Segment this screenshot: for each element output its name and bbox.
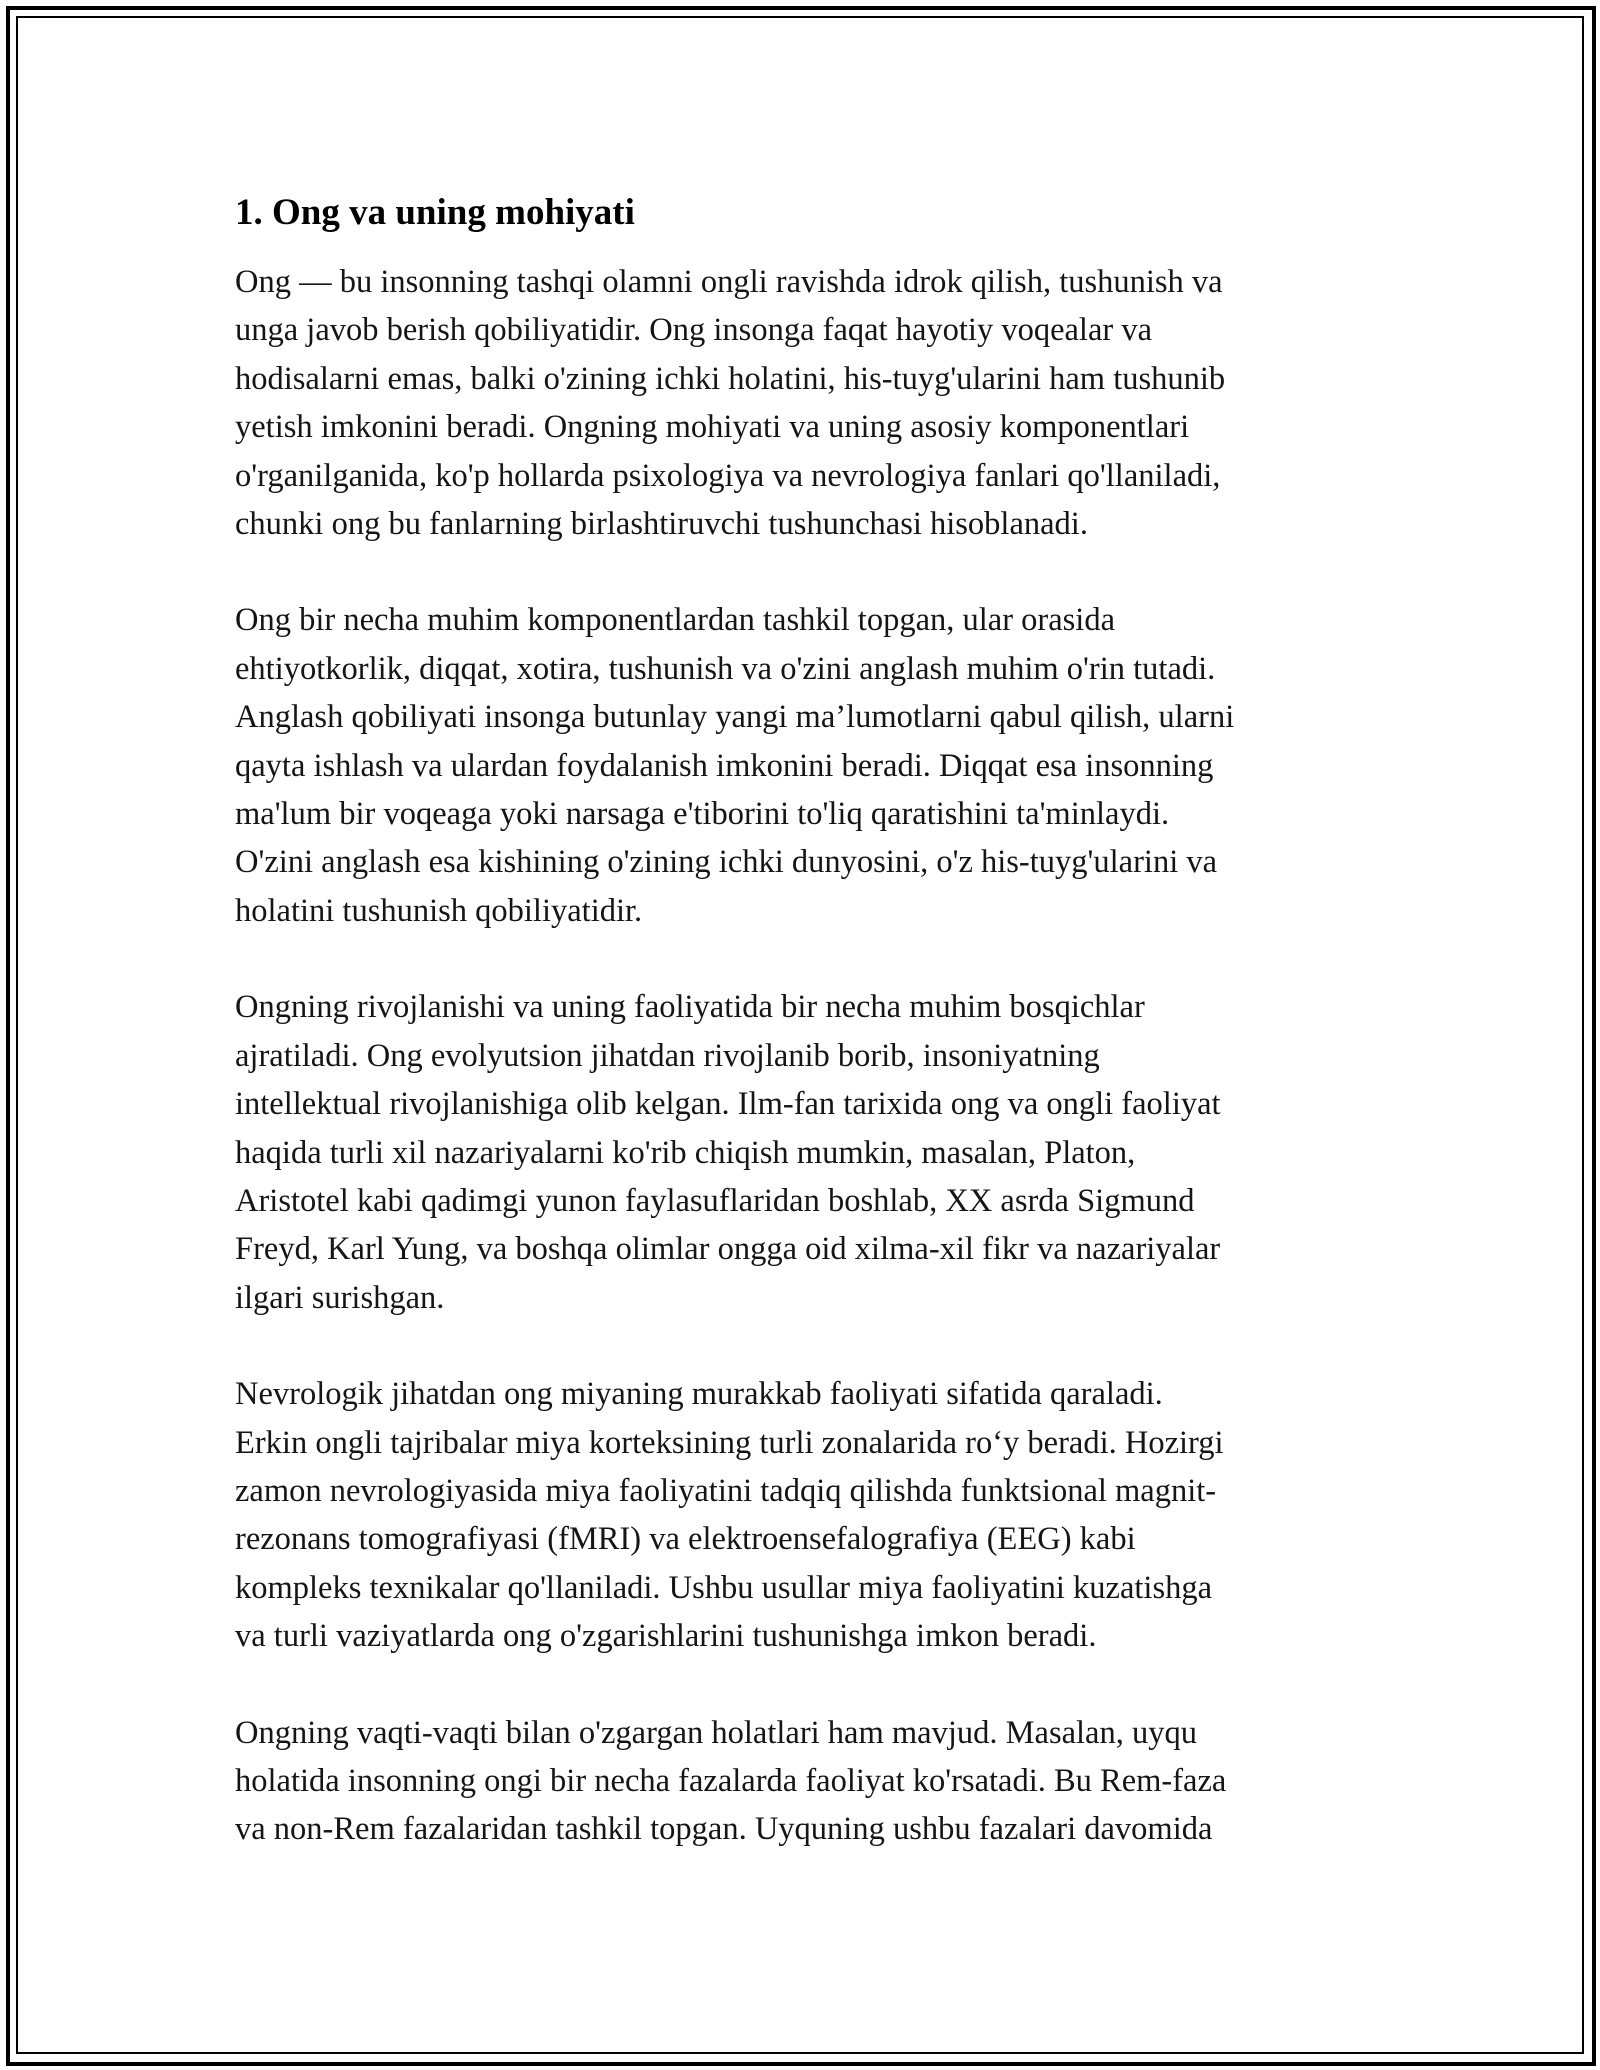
paragraph-line: rezonans tomografiyasi (fMRI) va elektroensefalografiya (EEG) kabi	[235, 1521, 1136, 1558]
paragraph-line: haqida turli xil nazariyalarni ko'rib chiqish mumkin, masalan, Platon,	[235, 1134, 1136, 1171]
section-heading: 1. Ong va uning mohiyati	[235, 192, 635, 233]
paragraph-line: Aristotel kabi qadimgi yunon faylasuflaridan boshlab, XX asrda Sigmund	[235, 1182, 1195, 1219]
paragraph-2	[235, 596, 1385, 935]
paragraph-line: ehtiyotkorlik, diqqat, xotira, tushunish va o'zini anglash muhim o'rin tutadi.	[235, 650, 1216, 687]
paragraph-4	[235, 1370, 1385, 1660]
paragraph-line: o'rganilganida, ko'p hollarda psixologiya va nevrologiya fanlari qo'llaniladi,	[235, 457, 1221, 494]
paragraph-line: Ongning vaqti-vaqti bilan o'zgargan holatlari ham mavjud. Masalan, uyqu	[235, 1714, 1197, 1751]
paragraph-line: chunki ong bu fanlarning birlashtiruvchi tushunchasi hisoblanadi.	[235, 506, 1088, 543]
paragraph-line: va turli vaziyatlarda ong o'zgarishlarini tushunishga imkon beradi.	[235, 1618, 1097, 1655]
paragraph-line: qayta ishlash va ulardan foydalanish imkonini beradi. Diqqat esa insonning	[235, 747, 1214, 784]
paragraph-line: ilgari surishgan.	[235, 1279, 445, 1316]
paragraph-line: ajratiladi. Ong evolyutsion jihatdan rivojlanib borib, insoniyatning	[235, 1037, 1100, 1074]
paragraph-line: Freyd, Karl Yung, va boshqa olimlar ongga oid xilma-xil fikr va nazariyalar	[235, 1231, 1221, 1268]
paragraph-line: Erkin ongli tajribalar miya korteksining turli zonalarida ro‘y beradi. Hozirgi	[235, 1424, 1224, 1461]
paragraph-line: zamon nevrologiyasida miya faoliyatini tadqiq qilishda funktsional magnit-	[235, 1472, 1217, 1509]
paragraph-line: holatida insonning ongi bir necha fazalarda faoliyat ko'rsatadi. Bu Rem-faza	[235, 1762, 1227, 1799]
paragraph-line: intellektual rivojlanishiga olib kelgan. Ilm-fan tarixida ong va ongli faoliyat	[235, 1086, 1221, 1123]
paragraph-line: kompleks texnikalar qo'llaniladi. Ushbu usullar miya faoliyatini kuzatishga	[235, 1569, 1213, 1606]
paragraph-line: Ongning rivojlanishi va uning faoliyatida bir necha muhim bosqichlar	[235, 989, 1145, 1026]
paragraph-3	[235, 983, 1385, 1322]
paragraph-line: holatini tushunish qobiliyatidir.	[235, 892, 643, 929]
paragraph-5	[235, 1709, 1385, 1854]
paragraph-line: Nevrologik jihatdan ong miyaning murakkab faoliyati sifatida qaraladi.	[235, 1376, 1163, 1413]
paragraph-line: hodisalarni emas, balki o'zining ichki holatini, his-tuyg'ularini ham tushunib	[235, 360, 1226, 397]
paragraph-line: Ong — bu insonning tashqi olamni ongli ravishda idrok qilish, tushunish va	[235, 264, 1223, 300]
paragraph-line: unga javob berish qobiliyatidir. Ong insonga faqat hayotiy voqealar va	[235, 312, 1152, 349]
paragraph-1	[235, 258, 1385, 548]
paragraph-line: ma'lum bir voqeaga yoki narsaga e'tiborini to'liq qaratishini ta'minlaydi.	[235, 796, 1170, 833]
document-body	[235, 188, 1385, 1902]
paragraph-line: yetish imkonini beradi. Ongning mohiyati va uning asosiy komponentlari	[235, 409, 1190, 446]
paragraph-line: Anglash qobiliyati insonga butunlay yangi ma’lumotlarni qabul qilish, ularni	[235, 699, 1235, 736]
paragraph-line: Ong bir necha muhim komponentlardan tashkil topgan, ular orasida	[235, 602, 1115, 639]
paragraph-line: O'zini anglash esa kishining o'zining ichki dunyosini, o'z his-tuyg'ularini va	[235, 844, 1218, 881]
paragraph-line: va non-Rem fazalaridan tashkil topgan. Uyquning ushbu fazalari davomida	[235, 1811, 1213, 1848]
